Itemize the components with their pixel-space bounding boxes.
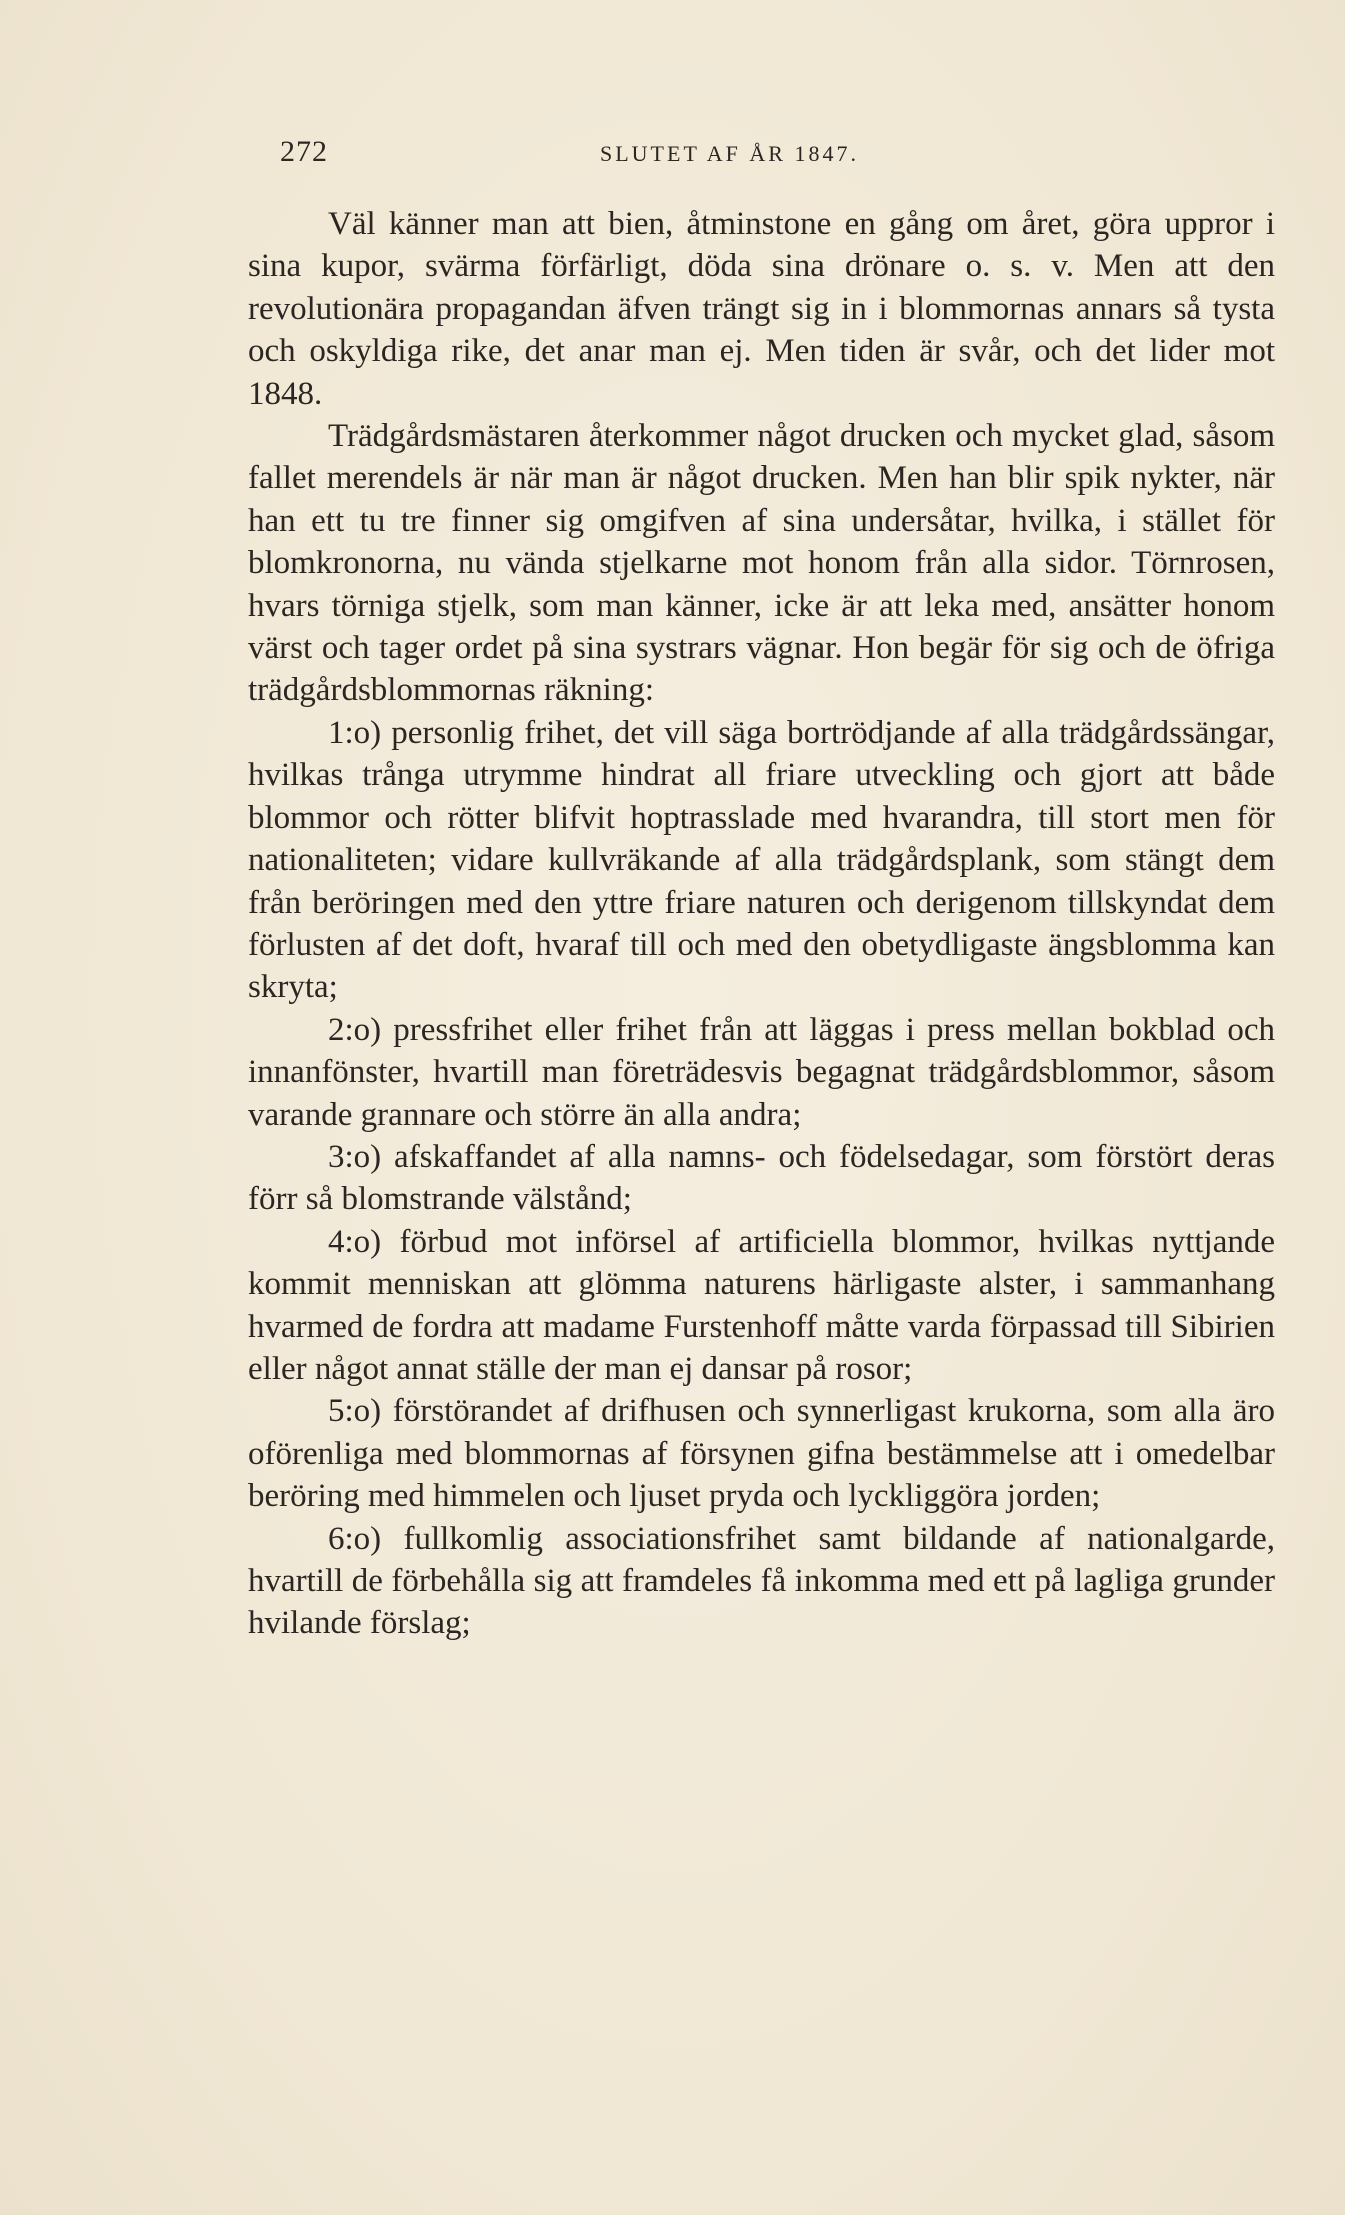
page-header: [280, 135, 995, 175]
paragraph: 1:o) personlig frihet, det vill säga bortrödjande af alla trädgårdssängar, hvilkas trånga utrymme hindrat all friare utveckling och gjort att både blommor och rötter blifvit hoptrasslade med hvarandra, till stort men för nationaliteten; vidare kullvräkande af alla trädgårdsplank, som stängt dem från beröringen med den yttre friare naturen och derigenom tillskyndat dem förlusten af det doft, hvaraf till och med den obetydligaste ängsblomma kan skryta;: [248, 714, 1275, 1006]
paragraph: 3:o) afskaffandet af alla namns- och födelsedagar, som förstört deras förr så blomstrande välstånd;: [248, 1138, 1275, 1218]
paragraph: Trädgårdsmästaren återkommer något drucken och mycket glad, såsom fallet merendels är när man är något drucken. Men han blir spik nykter, när han ett tu tre finner sig omgifven af sina undersåtar, hvilka, i stället för blomkronorna, nu vända stjelkarne mot honom från alla sidor. Törnrosen, hvars törniga stjelk, som man känner, icke är att leka med, ansätter honom värst och tager ordet på sina systrars vägnar. Hon begär för sig och de öfriga trädgårdsblommornas räkning:: [248, 418, 1275, 709]
paragraph: 2:o) pressfrihet eller frihet från att läggas i press mellan bokblad och innanfönster, hvartill man företrädesvis begagnat trädgårdsblommor, såsom varande grannare och större än alla andra;: [248, 1011, 1275, 1133]
body-text: [248, 203, 1275, 1645]
paragraph: 6:o) fullkomlig associationsfrihet samt bildande af nationalgarde, hvartill de förbehålla sig att framdeles få inkomma med ett på lagliga grunder hvilande förslag;: [248, 1520, 1275, 1642]
paragraph: 4:o) förbud mot införsel af artificiella blommor, hvilkas nyttjande kommit menniskan att glömma naturens härligaste alster, i sammanhang hvarmed de fordra att madame Furstenhoff måtte varda förpassad till Sibirien eller något annat ställe der man ej dansar på rosor;: [248, 1223, 1275, 1387]
paragraph: 5:o) förstörandet af drifhusen och synnerligast krukorna, som alla äro oförenliga med blommornas af försynen gifna bestämmelse att i omedelbar beröring med himmelen och ljuset pryda och lyckliggöra jorden;: [248, 1393, 1275, 1515]
paragraph: Väl känner man att bien, åtminstone en gång om året, göra uppror i sina kupor, svärma förfärligt, döda sina drönare o. s. v. Men att den revolutionära propagandan äfven trängt sig in i blommornas annars så tysta och oskyldiga rike, det anar man ej. Men tiden är svår, och det lider mot 1848.: [248, 206, 1275, 412]
page-number: 272: [280, 135, 328, 168]
running-head: SLUTET AF ÅR 1847.: [600, 141, 859, 166]
